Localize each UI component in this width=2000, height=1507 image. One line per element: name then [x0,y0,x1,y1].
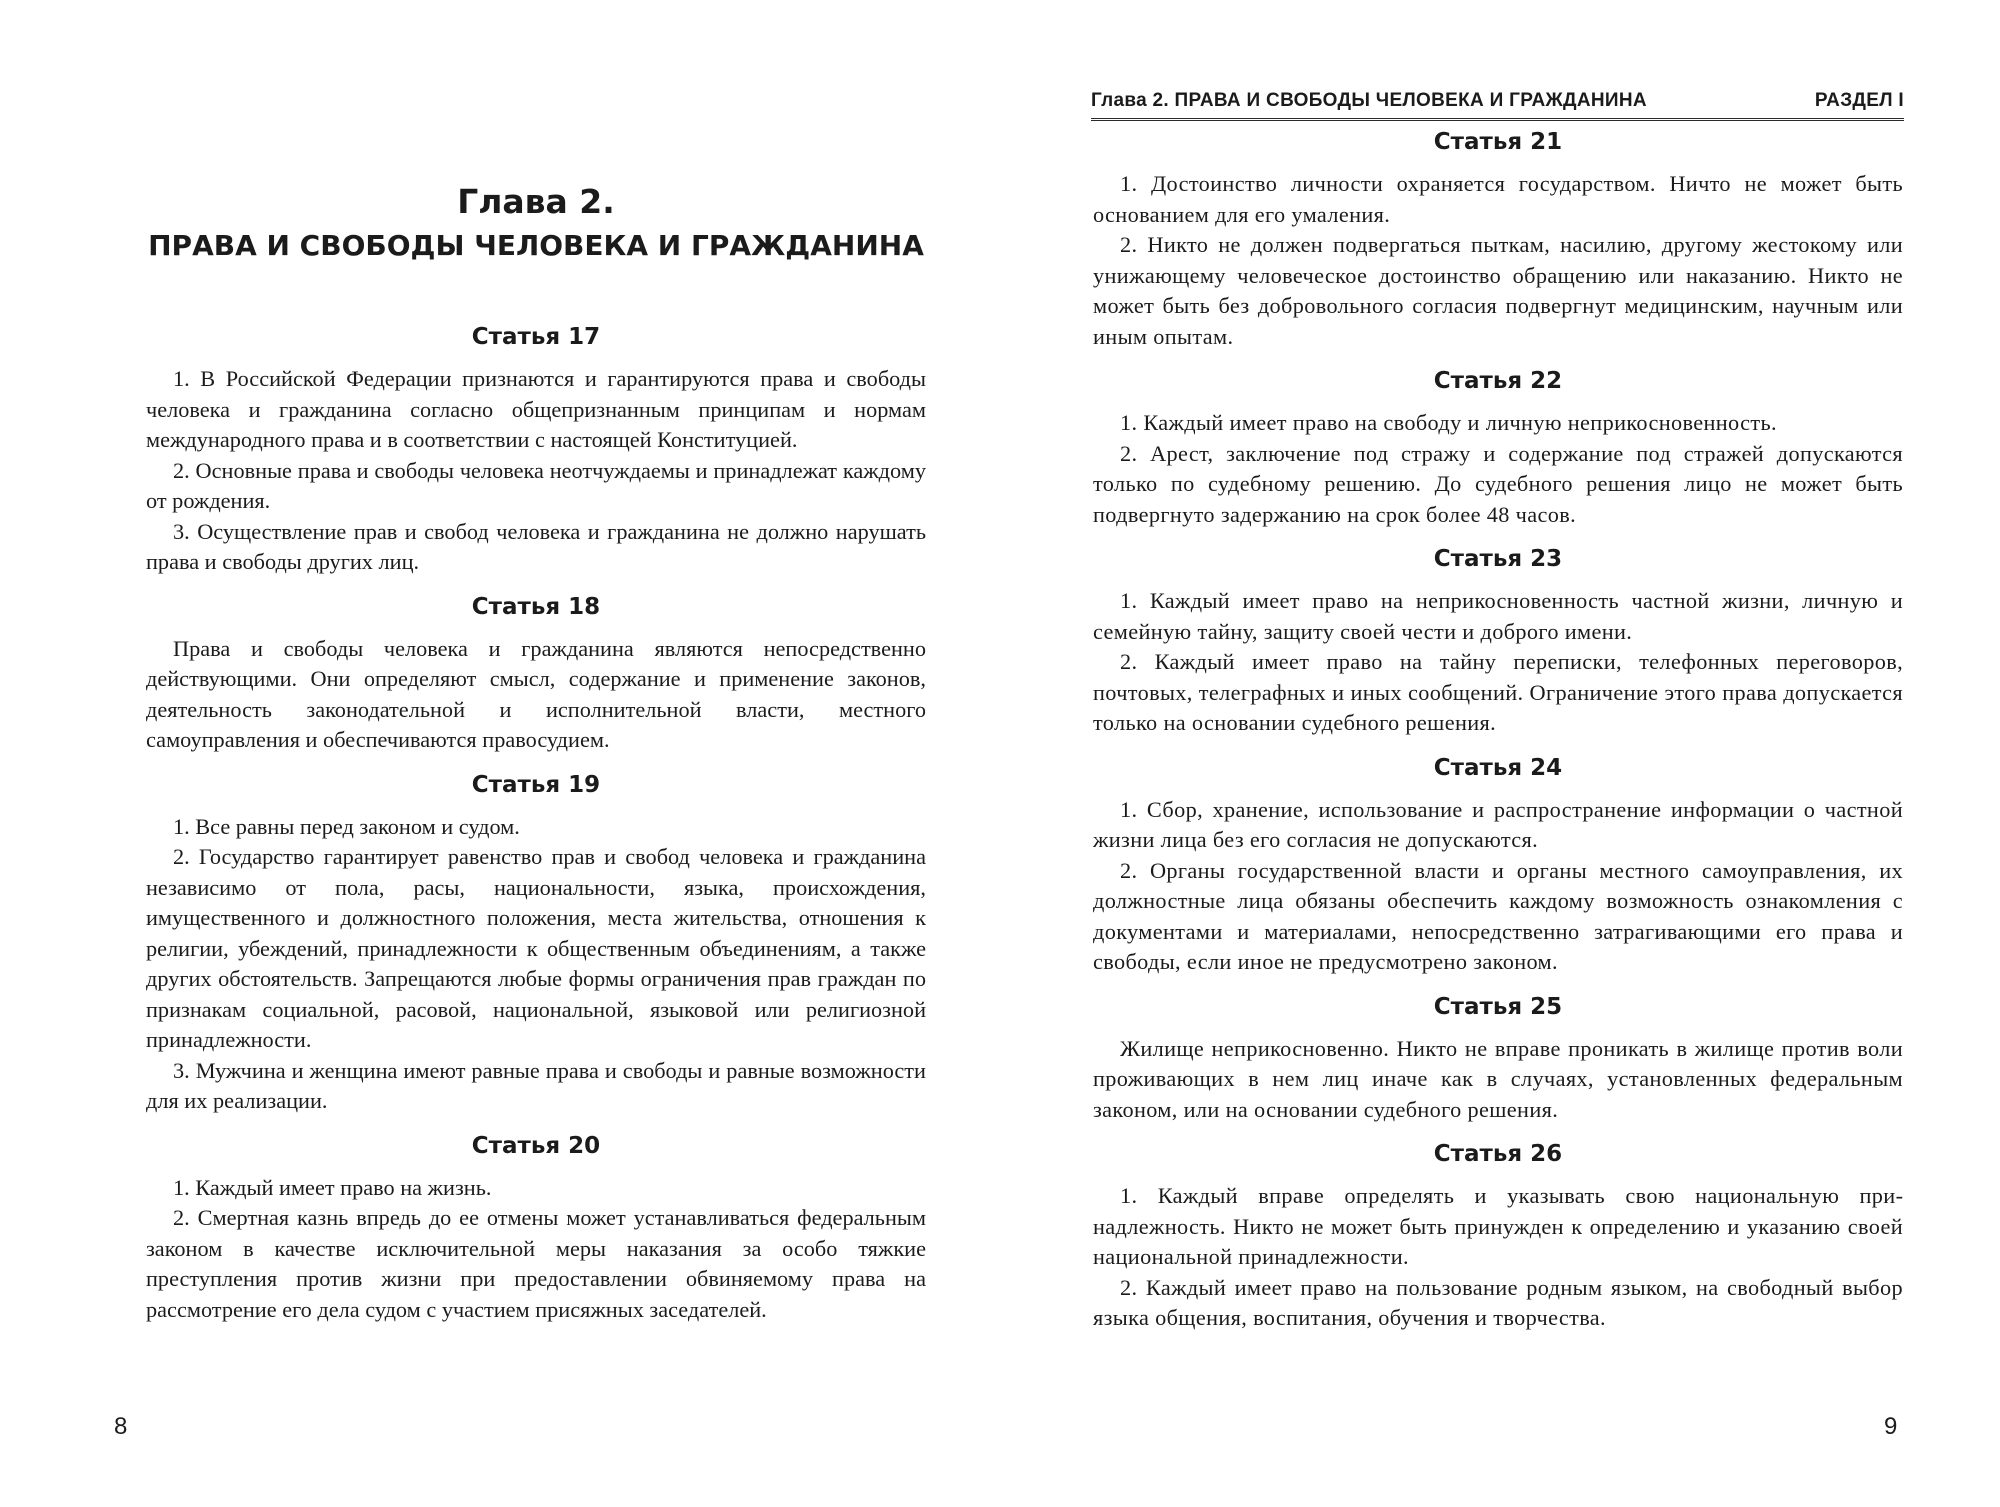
chapter-subtitle: ПРАВА И СВОБОДЫ ЧЕЛОВЕКА И ГРАЖДАНИНА [148,229,924,262]
article-19 [146,770,926,1117]
right-page [1000,0,2000,1507]
article-25 [1093,992,1903,1126]
article-23 [1093,544,1903,739]
article-paragraph: 2. Смертная казнь впредь до ее отмены может устанавливаться федеральным законом в качестве исключительной меры наказания за особо тяжкие преступления против жизни при предоставлении обвиняемому права на рассмотрение его дела судом с участием присяжных заседателей. [146,1205,926,1322]
article-paragraph: 1. Достоинство личности охраняется государством. Ничто не может быть основанием для его умаления. [1093,171,1903,227]
article-24 [1093,753,1903,978]
article-paragraph: 1. Каждый имеет право на неприкосновенность частной жизни, личную и семейную тайну, защиту своей чести и доброго имени. [1093,588,1903,644]
article-paragraph: 3. Мужчина и женщина имеют равные права и свободы и равные возможности для их реализации. [146,1057,926,1113]
article-paragraph: 1. Каждый имеет право на жизнь. [173,1174,492,1200]
article-paragraph: 2. Государство гарантирует равенство прав и свобод человека и гражданина независимо от пола, расы, национальности, языка, происхождения, имущественного и должностного положения, места жительства, отношения к религии, убеждений, принадлежности к общественным объединениям, а также других обстоятельств. Запрещаются любые формы ограничения прав граждан по признакам социальной, расовой, национальной, языковой или религиозной принадлежности. [146,844,926,1052]
page-number: 9 [1884,1413,1898,1440]
article-26 [1093,1139,1903,1334]
article-title: Статья 24 [1433,754,1563,781]
article-paragraph: Права и свободы человека и гражданина являются непосредственно действующими. Они определяют смысл, содержание и применение законов, деятельность законодательной и исполнительной власти, местного самоуправления и обеспечиваются правосудием. [146,635,926,752]
article-paragraph: 2. Каждый имеет право на тайну переписки, телефонных переговоров, почтовых, телеграфных и иных сообщений. Ограничение этого права допускается только на основании судебного решения. [1093,649,1903,735]
article-18 [146,592,926,756]
article-paragraph: 1. Каждый имеет право на свободу и личную неприкосновенность. [1120,410,1777,435]
article-paragraph: 1. В Российской Федерации признаются и гарантируются права и свободы человека и гражданина согласно общепризнанным принципам и нормам международного права и в соответствии с настоящей Конституцией. [146,366,926,452]
left-text-column [146,182,926,1325]
article-22 [1093,366,1903,530]
article-20 [146,1131,926,1326]
running-header-chapter: Глава 2. ПРАВА И СВОБОДЫ ЧЕЛОВЕКА И ГРАЖДАНИНА [1091,90,1647,111]
running-header [1091,90,1904,121]
article-title: Статья 22 [1433,368,1563,394]
article-17 [146,322,926,578]
article-title: Статья 18 [471,593,601,620]
article-paragraph: 1. Каждый вправе определять и указывать свою национальную принадлежность. Никто не может быть принужден к определению и указанию своей национальной принадлежности. [1093,1183,1903,1269]
page-number: 8 [114,1413,128,1440]
running-header-section: РАЗДЕЛ I [1814,90,1904,111]
article-paragraph: 2. Никто не должен подвергаться пыткам, насилию, другому жестокому или унижающему человеческое достоинство обращению или наказанию. Никто не может быть без добровольного согласия подвергнут медицинским, научным или иным опытам. [1093,232,1903,349]
article-title: Статья 25 [1433,993,1563,1020]
article-title: Статья 23 [1433,546,1563,572]
article-title: Статья 20 [471,1132,601,1159]
article-paragraph: 2. Основные права и свободы человека неотчуждаемы и принадлежат каждому от рождения. [146,457,926,513]
article-21 [1093,127,1903,352]
article-title: Статья 19 [471,771,601,798]
article-title: Статья 26 [1433,1141,1563,1167]
article-paragraph: 1. Сбор, хранение, использование и распространение информации о частной жизни лица без его согласия не допускаются. [1093,796,1903,852]
right-text-column [1093,127,1903,1334]
article-paragraph: 2. Органы государственной власти и органы местного самоуправления, их должностные лица обязаны обеспечить каждому возможность ознакомления с документами и материалами, непосредственно затрагивающими его права и свободы, если иное не предусмотрено законом. [1093,857,1903,974]
article-paragraph: 1. Все равны перед законом и судом. [173,813,520,839]
article-paragraph: Жилище неприкосновенно. Никто не вправе проникать в жилище против воли проживающих в нем лиц иначе как в случаях, установленных федеральным законом, или на основании судебного решения. [1093,1035,1903,1122]
article-title: Статья 21 [1433,129,1563,155]
chapter-title: Глава 2. [457,182,615,221]
article-paragraph: 2. Каждый имеет право на пользование родным языком, на свободный выбор языка общения, воспитания, обучения и творчества. [1093,1274,1903,1330]
article-title: Статья 17 [471,324,601,350]
article-paragraph: 2. Арест, заключение под стражу и содержание под стражей допускаются только по судебному решению. До судебного решения лицо не может быть подвергнуто задержанию на срок более 48 часов. [1093,440,1903,527]
article-paragraph: 3. Осуществление прав и свобод человека и гражданина не должно нарушать права и свободы других лиц. [146,518,926,574]
